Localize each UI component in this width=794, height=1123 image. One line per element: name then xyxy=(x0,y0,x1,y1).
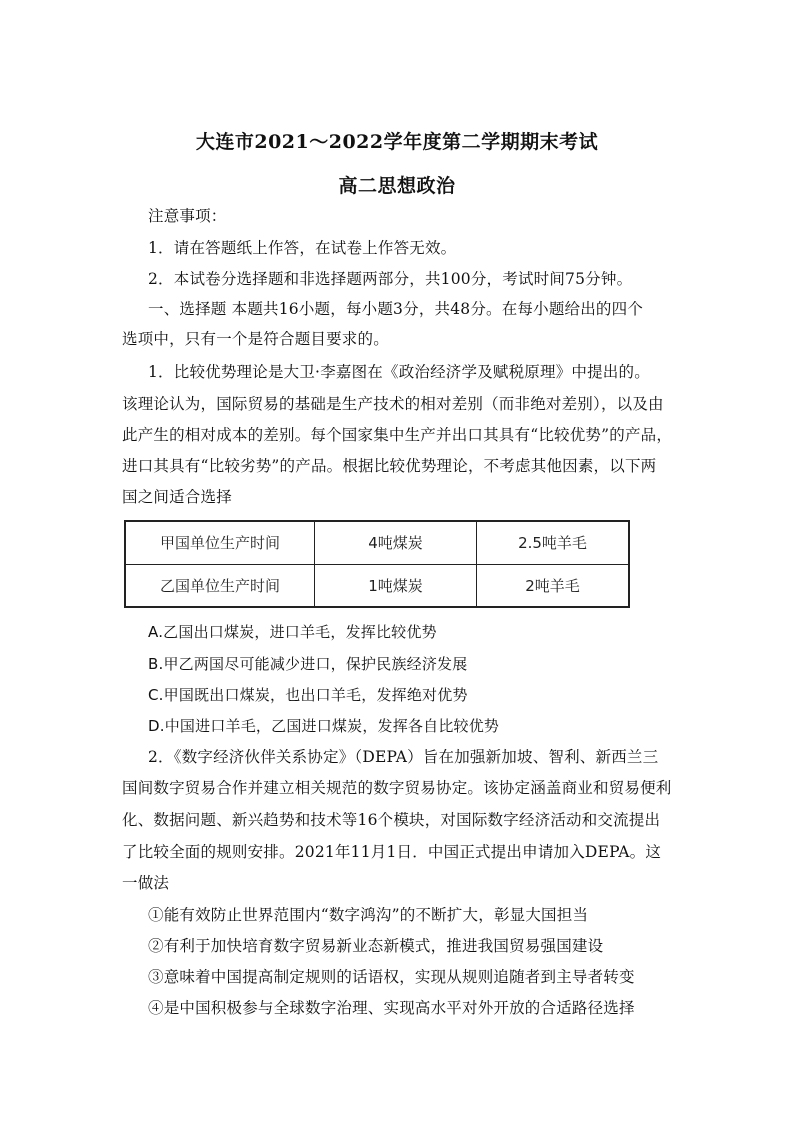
q1-option-b: B.甲乙两国尽可能减少进口，保护民族经济发展 xyxy=(148,655,468,673)
q1-option-c: C.甲国既出口煤炭，也出口羊毛，发挥绝对优势 xyxy=(148,686,468,704)
notice-heading: 注意事项： xyxy=(148,207,227,225)
q1-stem-line-5: 国之间适合选择 xyxy=(122,488,232,506)
q2-statement-2: ②有利于加快培育数字贸易新业态新模式，推进我国贸易强国建设 xyxy=(148,937,604,955)
q2-stem-line-4: 了比较全面的规则安排。2021年11月1日．中国正式提出申请加入DEPA。这 xyxy=(122,843,662,861)
section-instruction-line-2: 选项中，只有一个是符合题目要求的。 xyxy=(122,330,389,348)
q1-option-a: A.乙国出口煤炭，进口羊毛，发挥比较优势 xyxy=(148,623,437,641)
q2-stem-line-3: 化、数据问题、新兴趋势和技术等16个模块，对国际数字经济活动和交流提出 xyxy=(122,811,661,829)
table-row xyxy=(125,564,629,607)
section-instruction-line-1: 一、选择题 本题共16小题，每小题3分，共48分。在每小题给出的四个 xyxy=(148,300,644,318)
q1-production-table xyxy=(124,520,630,608)
q1-stem-line-2: 该理论认为，国际贸易的基础是生产技术的相对差别（而非绝对差别），以及由 xyxy=(122,395,664,413)
q2-statement-3: ③意味着中国提高制定规则的话语权，实现从规则追随者到主导者转变 xyxy=(148,968,635,986)
q1-stem-line-1: 1．比较优势理论是大卫·李嘉图在《政治经济学及赋税原理》中提出的。 xyxy=(148,363,650,381)
q2-statement-4: ④是中国积极参与全球数字治理、实现高水平对外开放的合适路径选择 xyxy=(148,999,635,1017)
q2-stem-line-1: 2．《数字经济伙伴关系协定》（DEPA）旨在加强新加坡、智利、新西兰三 xyxy=(148,748,659,766)
table-row xyxy=(125,521,629,564)
table-cell: 2.5吨羊毛 xyxy=(477,521,630,564)
table-cell: 1吨煤炭 xyxy=(315,564,477,607)
table-cell: 乙国单位生产时间 xyxy=(125,564,315,607)
table-cell: 4吨煤炭 xyxy=(315,521,477,564)
notice-item-2: 2．本试卷分选择题和非选择题两部分，共100分，考试时间75分钟。 xyxy=(148,270,633,288)
q1-stem-line-3: 此产生的相对成本的差别。每个国家集中生产并出口其具有“比较优势”的产品， xyxy=(122,426,673,444)
table-cell: 2吨羊毛 xyxy=(477,564,630,607)
q2-statement-1: ①能有效防止世界范围内“数字鸿沟”的不断扩大，彰显大国担当 xyxy=(148,906,589,924)
exam-title: 大连市2021～2022学年度第二学期期末考试 xyxy=(195,131,599,153)
notice-item-1: 1．请在答题纸上作答，在试卷上作答无效。 xyxy=(148,239,457,257)
table-cell: 甲国单位生产时间 xyxy=(125,521,315,564)
exam-subject: 高二思想政治 xyxy=(338,175,456,197)
q2-stem-line-5: 一做法 xyxy=(122,874,170,892)
q1-option-d: D.中国进口羊毛，乙国进口煤炭，发挥各自比较优势 xyxy=(148,717,500,735)
q1-stem-line-4: 进口其具有“比较劣势”的产品。根据比较优势理论，不考虑其他因素，以下两 xyxy=(122,457,657,475)
q2-stem-line-2: 国间数字贸易合作并建立相关规范的数字贸易协定。该协定涵盖商业和贸易便利 xyxy=(122,779,672,797)
